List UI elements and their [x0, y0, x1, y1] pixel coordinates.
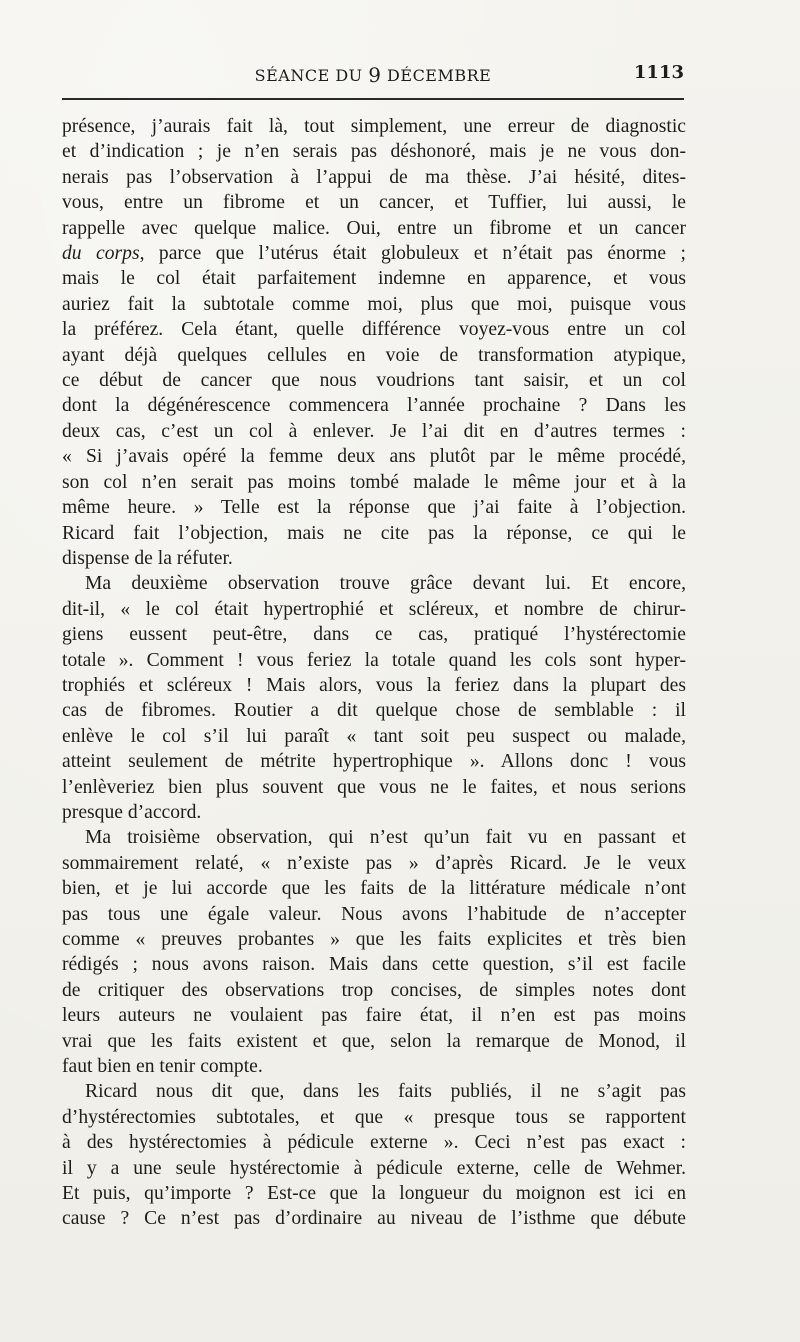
text-line: sommairement relaté, « n’existe pas » d’après Ricard. Je le veux [62, 852, 686, 874]
text-line: présence, j’aurais fait là, tout simplement, une erreur de diagnostic [62, 116, 686, 137]
text-line: cas de fibromes. Routier a dit quelque chose de semblable : il [62, 700, 686, 722]
text-line: Ricard fait l’objection, mais ne cite pas la réponse, ce qui le [62, 522, 686, 544]
paragraph [62, 114, 686, 571]
text-line: l’enlèveriez bien plus souvent que vous ne le faites, et nous serions [62, 776, 686, 798]
header-rule [62, 98, 684, 100]
running-head-title-before: SÉANCE DU [254, 66, 369, 85]
text-line: et d’indication ; je n’en serais pas déshonoré, mais je ne vous don- [62, 141, 686, 163]
text-line: vrai que les faits existent et que, selon la remarque de Monod, il [62, 1030, 686, 1052]
text-line: du corps, parce que l’utérus était globuleux et n’était pas énorme ; [62, 243, 686, 265]
paragraph [62, 825, 686, 1079]
text-line: dit-il, « le col était hypertrophié et scléreux, et nombre de chirur- [62, 598, 686, 620]
text-line: comme « preuves probantes » que les faits explicites et très bien [62, 929, 686, 950]
paragraph [62, 1079, 686, 1231]
text-line: rédigés ; nous avons raison. Mais dans cette question, s’il est facile [62, 954, 686, 976]
text-line: « Si j’avais opéré la femme deux ans plutôt par le même procédé, [62, 446, 686, 468]
text-line: d’hystérectomies subtotales, et que « presque tous se rapportent [62, 1106, 686, 1128]
text-line: giens eussent peut-être, dans ce cas, pratiqué l’hystérectomie [62, 624, 686, 646]
text-line: à des hystérectomies à pédicule externe ». Ceci n’est pas exact : [62, 1132, 686, 1154]
text-line: vous, entre un fibrome et un cancer, et Tuffier, lui aussi, le [62, 192, 686, 214]
running-head-title-after: DÉCEMBRE [381, 66, 492, 85]
text-line: nerais pas l’observation à l’appui de ma thèse. J’ai hésité, dites- [62, 166, 686, 188]
text-line: Ma deuxième observation trouve grâce devant lui. Et encore, [85, 573, 686, 595]
paragraph [62, 571, 686, 825]
text-line: il y a une seule hystérectomie à pédicule externe, celle de Wehmer. [62, 1157, 686, 1179]
italic-phrase: du corps [62, 243, 140, 265]
page-number: 1113 [633, 62, 684, 83]
running-head [62, 62, 684, 88]
text-line: trophiés et scléreux ! Mais alors, vous la feriez dans la plupart des [62, 674, 686, 696]
text-line: leurs auteurs ne voulaient pas faire état, il n’en est pas moins [62, 1005, 686, 1027]
text-line: enlève le col s’il lui paraît « tant soit peu suspect ou malade, [62, 725, 686, 747]
text-line: de critiquer des observations trop concises, de simples notes dont [62, 979, 686, 1001]
text-line: mais le col était parfaitement indemne en apparence, et vous [62, 268, 686, 290]
text-line: Ricard nous dit que, dans les faits publiés, il ne s’agit pas [85, 1081, 686, 1103]
text-line: la préférez. Cela étant, quelle différence voyez-vous entre un col [62, 319, 686, 341]
text-line: presque d’accord. [62, 801, 202, 823]
text-line: deux cas, c’est un col à enlever. Je l’ai dit en d’autres termes : [62, 420, 686, 442]
text-line: faut bien en tenir compte. [62, 1056, 263, 1078]
text-line: cause ? Ce n’est pas d’ordinaire au niveau de l’isthme que débute [62, 1208, 686, 1230]
text-line: pas tous une égale valeur. Nous avons l’habitude de n’accepter [62, 903, 686, 925]
running-head-title [62, 62, 684, 86]
text-line: ce début de cancer que nous voudrions tant saisir, et un col [62, 370, 686, 392]
text-line: même heure. » Telle est la réponse que j’ai faite à l’objection. [62, 497, 686, 519]
text-line: ayant déjà quelques cellules en voie de transformation atypique, [62, 344, 686, 366]
text-line: Et puis, qu’importe ? Est-ce que la longueur du moignon est ici en [62, 1183, 686, 1205]
text-line: totale ». Comment ! vous feriez la totale quand les cols sont hyper- [62, 649, 686, 671]
body-text [62, 114, 686, 1232]
text-line: dont la dégénérescence commencera l’année prochaine ? Dans les [62, 395, 686, 417]
running-head-day: 9 [368, 63, 382, 87]
text-line: atteint seulement de métrite hypertrophique ». Allons donc ! vous [62, 751, 686, 773]
text-line: rappelle avec quelque malice. Oui, entre un fibrome et un cancer [62, 217, 686, 239]
text-line: dispense de la réfuter. [62, 547, 233, 569]
text-line: son col n’en serait pas moins tombé malade le même jour et à la [62, 471, 686, 493]
text-line: auriez fait la subtotale comme moi, plus que moi, puisque vous [62, 293, 686, 315]
text-line: Ma troisième observation, qui n’est qu’un fait vu en passant et [85, 827, 686, 849]
text-line: bien, et je lui accorde que les faits de la littérature médicale n’ont [62, 878, 686, 900]
